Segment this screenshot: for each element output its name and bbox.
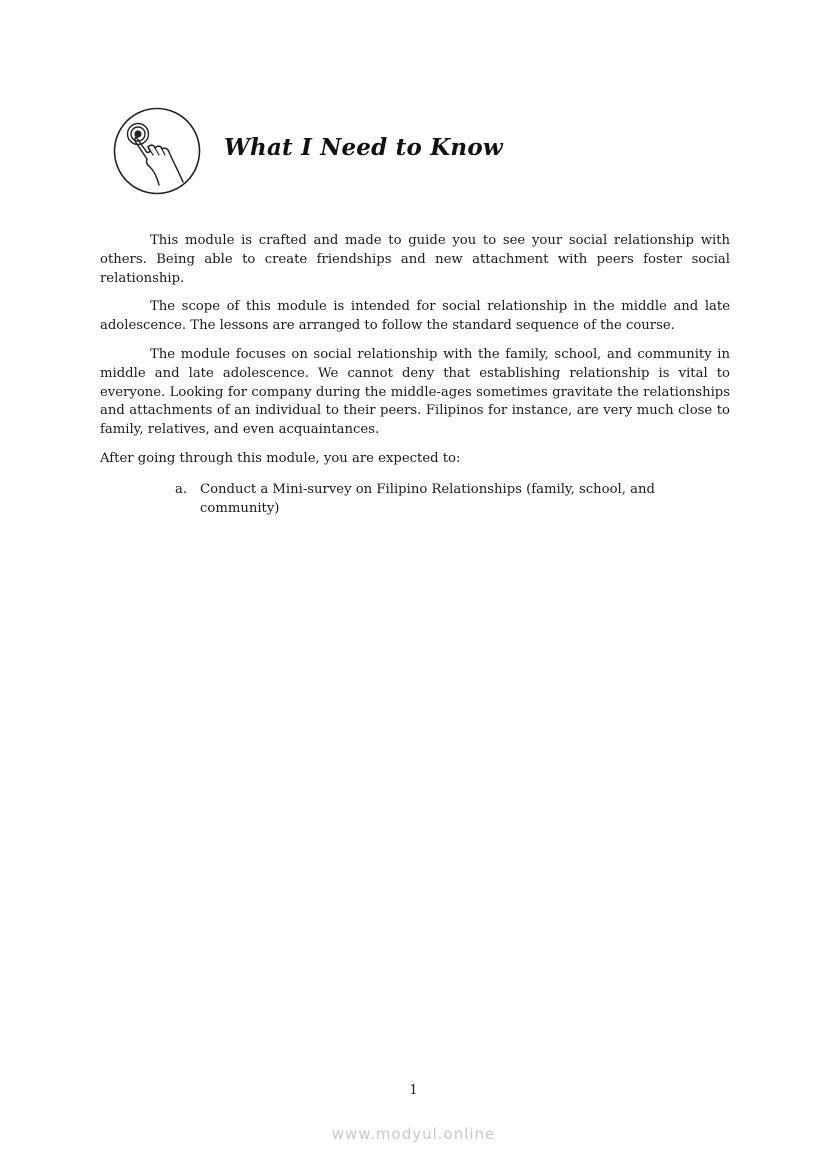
module-body	[100, 232, 730, 518]
paragraph-purpose: This module is crafted and made to guide you to see your social relationship with others. Being able to create friendships and new attachment with peers foster social relationship.	[100, 233, 730, 286]
paragraph-focus: The module focuses on social relationship with the family, school, and community in middle and late adolescence. We cannot deny that establishing relationship is vital to everyone. Looking for company during the middle-ages sometimes gravitate the relationships and attachments of an individual to their peers. Filipinos for instance, are very much close to family, relatives, and even acquaintances.	[100, 346, 730, 438]
objectives-list	[100, 481, 730, 519]
objective-marker: a.	[175, 481, 188, 497]
objective-item	[175, 481, 710, 519]
objective-text: Conduct a Mini-survey on Filipino Relationships (family, school, and community)	[200, 481, 655, 516]
paragraph-scope: The scope of this module is intended for social relationship in the middle and late adolescence. The lessons are arranged to follow the standard sequence of the course.	[100, 299, 730, 334]
section-title: What I Need to Know	[224, 134, 503, 161]
page-number: 1	[409, 1083, 418, 1098]
watermark: www.modyul.online	[331, 1125, 496, 1143]
objectives-intro: After going through this module, you are expected to:	[100, 450, 461, 466]
hand-pointer-touch-icon	[113, 107, 201, 195]
